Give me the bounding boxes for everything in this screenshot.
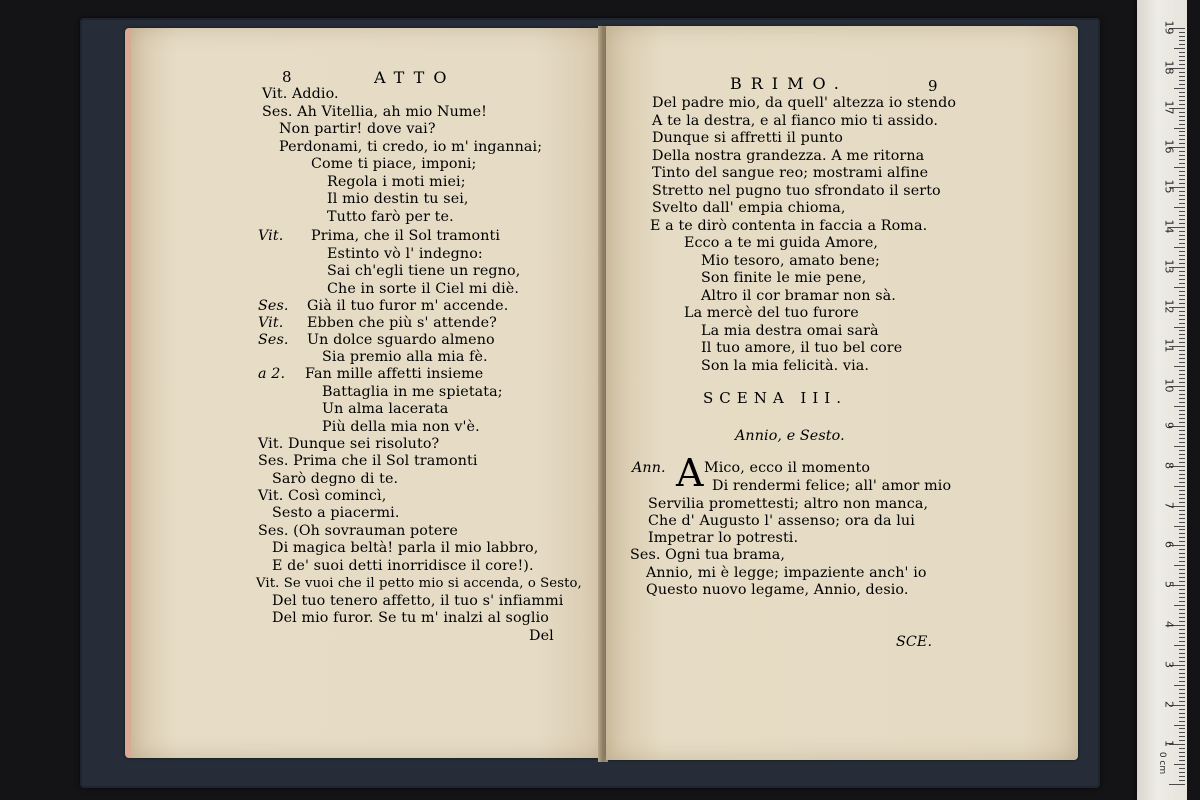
ruler-tick <box>1179 673 1185 674</box>
ruler-tick <box>1179 522 1185 523</box>
ruler-number: 9 <box>1162 422 1176 429</box>
text-line: Della nostra grandezza. A me ritorna <box>652 148 925 164</box>
ruler-tick <box>1179 263 1185 264</box>
text-line: Come ti piace, imponi; <box>311 156 477 172</box>
ruler-tick <box>1174 247 1185 248</box>
speaker-label: Ann. <box>632 460 666 476</box>
ruler-number: 5 <box>1162 581 1176 589</box>
text-line: A te la destra, e al fianco mio ti assido. <box>652 113 938 129</box>
ruler-tick <box>1179 756 1185 757</box>
ruler-tick <box>1179 362 1185 363</box>
speaker-label: Ses. <box>258 298 289 314</box>
ruler-tick <box>1179 474 1185 475</box>
ruler-tick <box>1179 243 1185 244</box>
ruler-tick <box>1179 510 1185 511</box>
ruler-tick <box>1174 605 1185 606</box>
text-line: Di magica beltà! parla il mio labbro, <box>272 540 539 556</box>
ruler-tick <box>1179 251 1185 252</box>
ruler-number: 4 <box>1162 621 1176 628</box>
ruler-tick <box>1179 514 1185 515</box>
ruler-tick <box>1179 617 1185 618</box>
ruler-tick <box>1179 589 1185 590</box>
text-line: Questo nuovo legame, Annio, desio. <box>646 582 909 598</box>
ruler-tick <box>1179 529 1185 530</box>
text-line: Più della mia non v'è. <box>322 419 480 435</box>
ruler-tick <box>1179 717 1185 718</box>
ruler-tick <box>1179 621 1185 622</box>
ruler-tick <box>1179 434 1185 435</box>
ruler-number: 1 <box>1162 740 1176 748</box>
ruler-tick <box>1179 454 1185 455</box>
ruler-tick <box>1179 573 1185 574</box>
text-line: Vit. Dunque sei risoluto? <box>258 436 440 452</box>
ruler-tick <box>1179 557 1185 558</box>
ruler-tick <box>1179 593 1185 594</box>
right-page-number: 9 <box>928 77 938 95</box>
text-line: Del tuo tenero affetto, il tuo s' infiammi <box>272 593 564 609</box>
ruler-tick <box>1174 128 1185 129</box>
ruler-tick <box>1179 275 1185 276</box>
text-line: Ses. Ogni tua brama, <box>630 547 786 563</box>
ruler-tick <box>1174 207 1185 208</box>
ruler-number: 15 <box>1162 179 1176 194</box>
ruler-tick <box>1179 323 1185 324</box>
ruler-tick <box>1179 135 1185 136</box>
text-line: Tutto farò per te. <box>327 209 454 225</box>
ruler-tick <box>1174 446 1185 447</box>
ruler-tick <box>1179 84 1185 85</box>
ruler-tick <box>1179 80 1185 81</box>
ruler-tick <box>1179 382 1185 383</box>
ruler-tick <box>1179 518 1185 519</box>
ruler-tick <box>1179 533 1185 534</box>
ruler-tick <box>1174 565 1185 566</box>
text-line: Del mio furor. Se tu m' inalzi al soglio <box>272 610 549 626</box>
ruler-tick <box>1179 171 1185 172</box>
right-page-header: BRIMO. <box>730 74 848 93</box>
scene-characters: Annio, e Sesto. <box>735 428 845 444</box>
ruler-tick <box>1179 315 1185 316</box>
ruler-tick <box>1174 48 1185 49</box>
ruler-tick <box>1179 191 1185 192</box>
ruler-tick <box>1179 490 1185 491</box>
text-line: Un alma lacerata <box>322 401 449 417</box>
text-line: Di rendermi felice; all' amor mio <box>712 478 952 494</box>
ruler-tick <box>1179 151 1185 152</box>
text-line: Annio, mi è legge; impaziente anch' io <box>646 565 927 581</box>
catchword: SCE. <box>896 634 933 650</box>
ruler-tick <box>1179 44 1185 45</box>
text-line: Son finite le mie pene, <box>701 270 867 286</box>
ruler-tick <box>1179 52 1185 53</box>
ruler-tick <box>1179 768 1185 769</box>
ruler-tick <box>1179 450 1185 451</box>
ruler-tick <box>1179 390 1185 391</box>
text-line: Impetrar lo potresti. <box>648 530 799 546</box>
ruler-tick <box>1179 116 1185 117</box>
ruler-tick <box>1179 661 1185 662</box>
text-line: Sia premio alla mia fè. <box>322 349 488 365</box>
text-line: Stretto nel pugno tuo sfrondato il serto <box>652 183 941 199</box>
ruler-tick <box>1179 713 1185 714</box>
ruler-tick <box>1174 725 1185 726</box>
ruler-tick <box>1179 334 1185 335</box>
ruler-tick <box>1174 167 1185 168</box>
ruler-number: 7 <box>1162 501 1176 509</box>
ruler-tick <box>1179 120 1185 121</box>
text-line: Sarò degno di te. <box>272 471 399 487</box>
ruler-tick <box>1179 96 1185 97</box>
text-line: Non partir! dove vai? <box>279 121 436 137</box>
ruler-tick <box>1179 732 1185 733</box>
ruler-tick <box>1179 40 1185 41</box>
text-line: Del padre mio, da quell' altezza io stendo <box>652 95 957 111</box>
text-line: Svelto dall' empia chioma, <box>652 200 846 216</box>
text-line: Che d' Augusto l' assenso; ora da lui <box>648 513 915 529</box>
ruler-tick <box>1179 776 1185 777</box>
ruler-tick <box>1179 231 1185 232</box>
text-line: Perdonami, ti credo, io m' ingannai; <box>279 139 543 155</box>
ruler-tick <box>1179 338 1185 339</box>
ruler-tick <box>1179 211 1185 212</box>
text-line: Vit. Se vuoi che il petto mio si accenda, o Sesto, <box>256 576 582 591</box>
ruler-tick <box>1179 633 1185 634</box>
ruler-tick <box>1179 760 1185 761</box>
ruler-number: 18 <box>1162 60 1176 75</box>
ruler-tick <box>1174 486 1185 487</box>
measuring-ruler <box>1137 0 1187 800</box>
text-line: Sesto a piacermi. <box>272 505 400 521</box>
text-line: La mercè del tuo furore <box>684 305 859 321</box>
ruler-tick <box>1179 609 1185 610</box>
text-line: Ecco a te mi guida Amore, <box>684 235 879 251</box>
text-line: Ebben che più s' attende? <box>307 315 497 331</box>
catchword: Del <box>529 628 554 644</box>
text-line: Il mio destin tu sei, <box>327 191 469 207</box>
ruler-tick <box>1179 414 1185 415</box>
scene-heading: SCENA III. <box>703 389 847 407</box>
ruler-tick <box>1179 199 1185 200</box>
ruler-tick <box>1179 124 1185 125</box>
text-line: Vit. Così comincì, <box>258 488 387 504</box>
ruler-tick <box>1179 163 1185 164</box>
text-line: Tinto del sangue reo; mostrami alfine <box>652 165 929 181</box>
ruler-tick <box>1179 601 1185 602</box>
ruler-tick <box>1179 279 1185 280</box>
text-line: Estinto vò l' indegno: <box>327 246 483 262</box>
ruler-tick <box>1174 88 1185 89</box>
ruler-tick <box>1179 581 1185 582</box>
ruler-tick <box>1174 327 1185 328</box>
ruler-tick <box>1179 295 1185 296</box>
ruler-tick <box>1179 378 1185 379</box>
ruler-tick <box>1179 629 1185 630</box>
ruler-tick <box>1179 709 1185 710</box>
ruler-tick <box>1174 526 1185 527</box>
ruler-tick <box>1179 478 1185 479</box>
ruler-tick <box>1179 482 1185 483</box>
drop-cap: A <box>676 451 704 495</box>
text-line: E de' suoi detti inorridisce il core!). <box>272 558 534 574</box>
ruler-tick <box>1179 342 1185 343</box>
speaker-label: a 2. <box>258 366 286 382</box>
ruler-tick <box>1179 736 1185 737</box>
ruler-tick <box>1179 271 1185 272</box>
ruler-unit-label: 0 cm <box>1157 751 1168 775</box>
ruler-tick <box>1179 772 1185 773</box>
ruler-tick <box>1179 577 1185 578</box>
ruler-number: 8 <box>1162 461 1176 469</box>
ruler-tick <box>1179 653 1185 654</box>
ruler-tick <box>1179 283 1185 284</box>
ruler-tick <box>1179 303 1185 304</box>
ruler-tick <box>1179 728 1185 729</box>
text-line: Vit. Addio. <box>262 86 339 102</box>
text-line: Un dolce sguardo almeno <box>307 332 495 348</box>
ruler-tick <box>1179 239 1185 240</box>
ruler-tick <box>1174 764 1185 765</box>
ruler-tick <box>1179 64 1185 65</box>
ruler-tick <box>1179 649 1185 650</box>
ruler-tick <box>1179 422 1185 423</box>
ruler-tick <box>1179 183 1185 184</box>
ruler-tick <box>1179 498 1185 499</box>
ruler-tick <box>1179 76 1185 77</box>
ruler-number: 10 <box>1162 378 1176 393</box>
ruler-tick <box>1179 60 1185 61</box>
text-line: Sai ch'egli tiene un regno, <box>327 263 521 279</box>
ruler-tick <box>1179 299 1185 300</box>
ruler-tick <box>1179 394 1185 395</box>
text-line: Ses. Prima che il Sol tramonti <box>258 453 478 469</box>
ruler-tick <box>1179 104 1185 105</box>
ruler-tick <box>1179 561 1185 562</box>
ruler-tick <box>1179 370 1185 371</box>
ruler-tick <box>1179 36 1185 37</box>
ruler-tick <box>1179 398 1185 399</box>
ruler-tick <box>1179 358 1185 359</box>
ruler-tick <box>1179 462 1185 463</box>
ruler-tick <box>1179 143 1185 144</box>
ruler-tick <box>1179 780 1185 781</box>
ruler-tick <box>1179 569 1185 570</box>
ruler-tick <box>1179 470 1185 471</box>
ruler-tick <box>1179 597 1185 598</box>
left-page-header: ATTO <box>374 68 456 87</box>
text-line: Già il tuo furor m' accende. <box>307 298 509 314</box>
ruler-tick <box>1174 366 1185 367</box>
ruler-tick <box>1174 287 1185 288</box>
speaker-label: Vit. <box>258 228 284 244</box>
text-line: Son la mia felicità. via. <box>701 358 870 374</box>
ruler-number: 14 <box>1162 219 1176 234</box>
ruler-tick <box>1179 402 1185 403</box>
text-line: Regola i moti miei; <box>327 174 466 190</box>
ruler-number: 6 <box>1162 541 1176 549</box>
text-line: Prima, che il Sol tramonti <box>311 228 501 244</box>
ruler-tick <box>1179 438 1185 439</box>
text-line: Mico, ecco il momento <box>704 460 871 476</box>
text-line: La mia destra omai sarà <box>701 323 879 339</box>
speaker-label: Vit. <box>258 315 284 331</box>
ruler-tick <box>1179 112 1185 113</box>
ruler-tick <box>1179 613 1185 614</box>
ruler-tick <box>1174 406 1185 407</box>
ruler-tick <box>1179 92 1185 93</box>
ruler-tick <box>1179 319 1185 320</box>
text-line: E a te dirò contenta in faccia a Roma. <box>650 218 928 234</box>
ruler-tick <box>1179 669 1185 670</box>
ruler-tick <box>1179 195 1185 196</box>
ruler-tick <box>1179 291 1185 292</box>
text-line: Fan mille affetti insieme <box>305 366 484 382</box>
ruler-tick <box>1179 442 1185 443</box>
text-line: Il tuo amore, il tuo bel core <box>701 340 903 356</box>
ruler-tick <box>1179 681 1185 682</box>
text-line: Ses. (Oh sovrauman potere <box>258 523 458 539</box>
ruler-tick <box>1179 641 1185 642</box>
ruler-tick <box>1179 502 1185 503</box>
ruler-tick <box>1179 740 1185 741</box>
left-page-number: 8 <box>282 68 292 86</box>
speaker-label: Ses. <box>258 332 289 348</box>
text-line: Ses. Ah Vitellia, ah mio Nume! <box>262 104 487 120</box>
ruler-tick <box>1179 219 1185 220</box>
ruler-tick <box>1179 697 1185 698</box>
ruler-tick <box>1179 32 1185 33</box>
ruler-tick <box>1179 159 1185 160</box>
ruler-tick <box>1179 430 1185 431</box>
ruler-tick <box>1174 685 1185 686</box>
text-line: Mio tesoro, amato bene; <box>701 253 880 269</box>
ruler-tick <box>1179 458 1185 459</box>
ruler-tick <box>1179 701 1185 702</box>
ruler-number: 16 <box>1162 139 1176 154</box>
ruler-tick <box>1179 374 1185 375</box>
ruler-tick <box>1179 549 1185 550</box>
ruler-tick <box>1179 537 1185 538</box>
ruler-tick <box>1179 553 1185 554</box>
ruler-tick <box>1179 657 1185 658</box>
ruler-tick <box>1179 677 1185 678</box>
ruler-tick <box>1179 752 1185 753</box>
ruler-tick <box>1179 637 1185 638</box>
ruler-tick <box>1179 721 1185 722</box>
ruler-tick <box>1179 139 1185 140</box>
ruler-number: 13 <box>1162 259 1176 274</box>
ruler-tick <box>1179 131 1185 132</box>
text-line: Battaglia in me spietata; <box>322 384 503 400</box>
ruler-tick <box>1179 311 1185 312</box>
ruler-tick <box>1179 155 1185 156</box>
ruler-tick <box>1179 259 1185 260</box>
ruler-tick <box>1179 693 1185 694</box>
text-line: Altro il cor bramar non sà. <box>701 288 896 304</box>
ruler-tick <box>1179 72 1185 73</box>
ruler-number: 17 <box>1162 100 1176 115</box>
ruler-tick <box>1179 541 1185 542</box>
ruler-tick <box>1179 223 1185 224</box>
ruler-tick <box>1179 255 1185 256</box>
ruler-number: 11 <box>1162 338 1176 353</box>
ruler-tick <box>1179 203 1185 204</box>
ruler-tick <box>1179 215 1185 216</box>
text-line: Che in sorte il Ciel mi diè. <box>327 281 519 297</box>
ruler-tick <box>1179 418 1185 419</box>
ruler-tick <box>1179 350 1185 351</box>
ruler-number: 3 <box>1162 660 1176 668</box>
ruler-number: 12 <box>1162 299 1176 314</box>
ruler-tick <box>1169 784 1185 785</box>
ruler-tick <box>1174 645 1185 646</box>
ruler-tick <box>1179 56 1185 57</box>
ruler-tick <box>1179 689 1185 690</box>
ruler-tick <box>1179 410 1185 411</box>
ruler-tick <box>1179 748 1185 749</box>
text-line: Dunque si affretti il punto <box>652 130 844 146</box>
ruler-number: 2 <box>1162 700 1176 708</box>
ruler-tick <box>1179 175 1185 176</box>
ruler-tick <box>1179 494 1185 495</box>
ruler-tick <box>1179 330 1185 331</box>
ruler-tick <box>1179 354 1185 355</box>
ruler-tick <box>1179 235 1185 236</box>
ruler-tick <box>1179 100 1185 101</box>
ruler-number: 19 <box>1162 20 1176 35</box>
text-line: Servilia promettesti; altro non manca, <box>648 496 929 512</box>
ruler-tick <box>1179 179 1185 180</box>
